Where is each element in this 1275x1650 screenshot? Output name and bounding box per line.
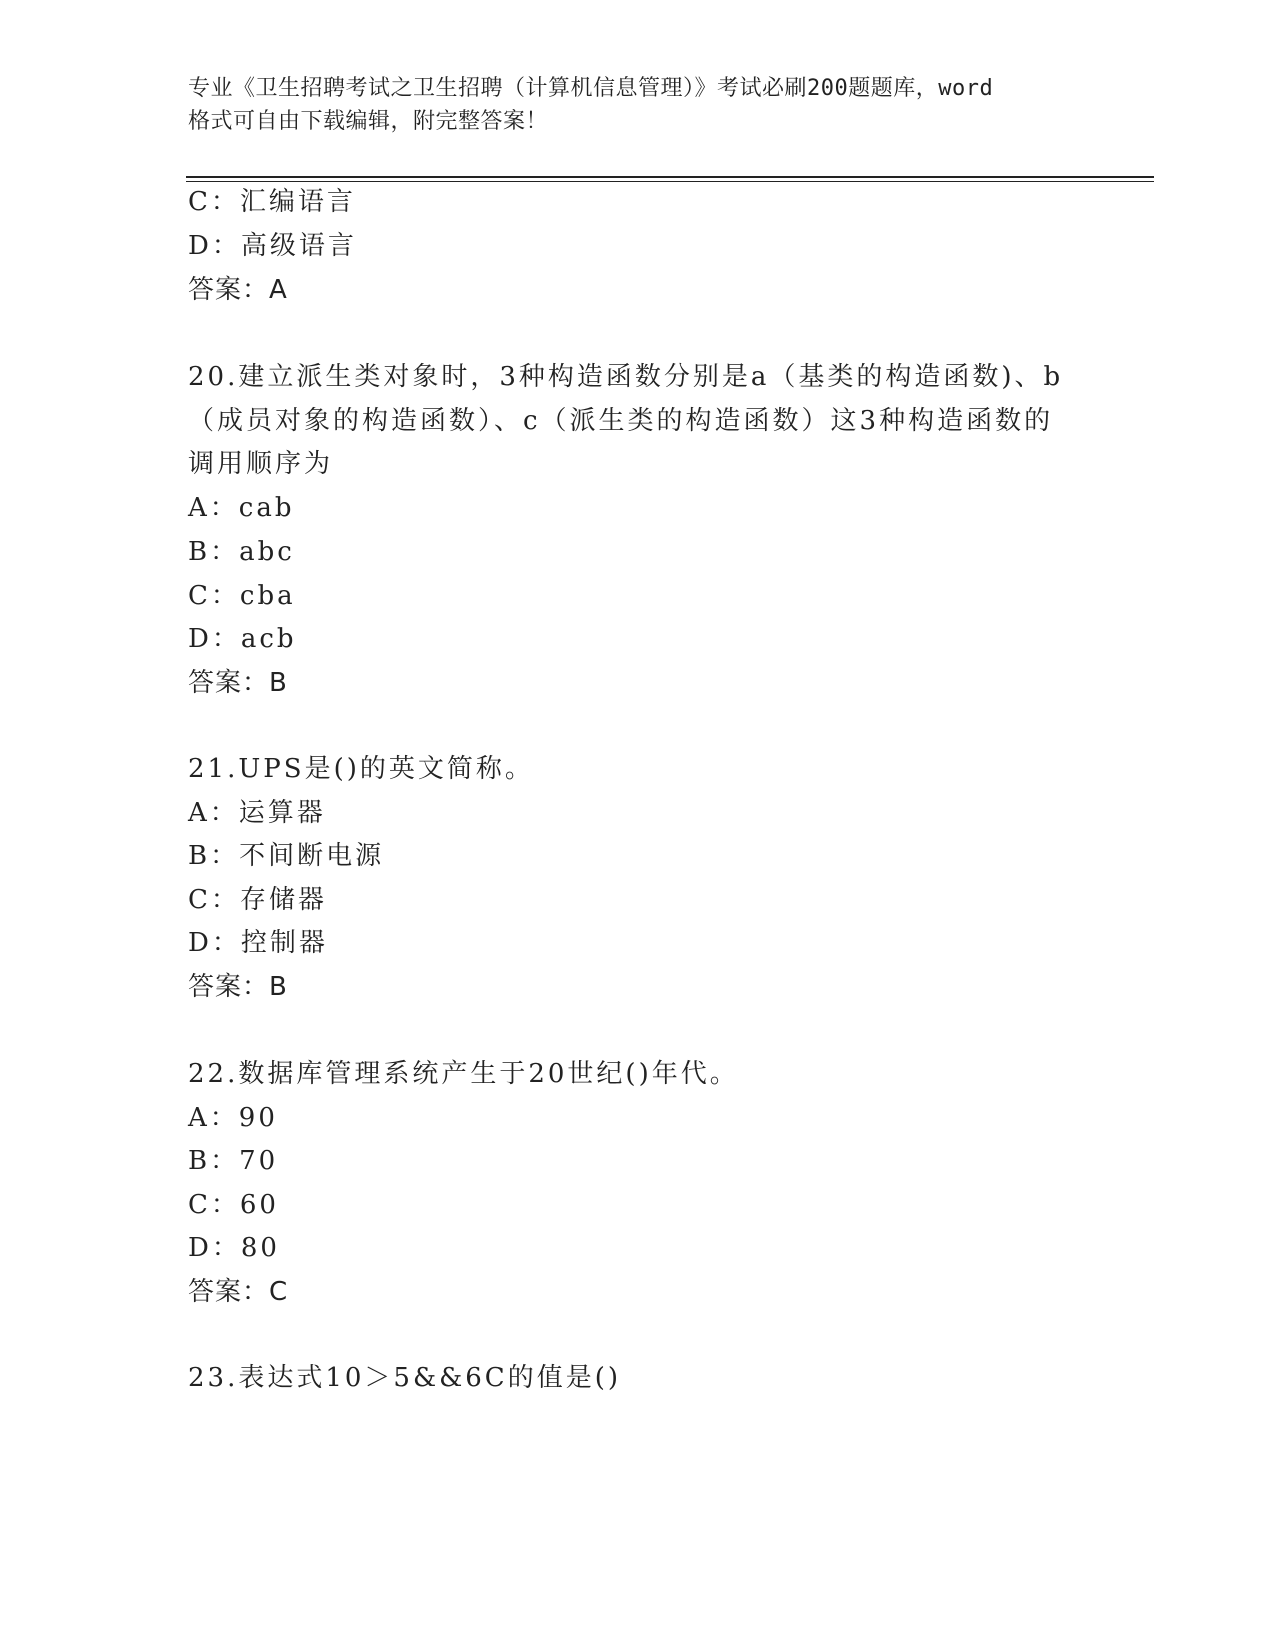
answer-line: 答案：A: [188, 275, 288, 305]
option-line: C：汇编语言: [188, 187, 356, 217]
header-divider: [186, 176, 1154, 182]
question-stem-line: （成员对象的构造函数）、c（派生类的构造函数）这3种构造函数的: [188, 406, 1054, 436]
answer-line: 答案：C: [188, 1277, 289, 1307]
answer-line: 答案：B: [188, 972, 288, 1002]
header-line-1: 专业《卫生招聘考试之卫生招聘（计算机信息管理）》考试必刷200题题库，word: [188, 76, 994, 101]
question-stem-line: 调用顺序为: [188, 449, 334, 479]
option-line: C：cba: [188, 581, 296, 611]
question-stem-line: 22.数据库管理系统产生于20世纪()年代。: [188, 1059, 739, 1089]
option-line: D：acb: [188, 624, 297, 654]
option-line: D：高级语言: [188, 231, 357, 261]
option-line: C：60: [188, 1190, 279, 1220]
header-line-2: 格式可自由下载编辑，附完整答案！: [188, 109, 549, 134]
option-line: A：90: [188, 1103, 278, 1133]
option-line: B：70: [188, 1146, 279, 1176]
option-line: D：80: [188, 1233, 280, 1263]
document-header: [188, 72, 1088, 138]
question-stem-line: 23.表达式10＞5&&6C的值是(): [188, 1363, 621, 1393]
option-line: A：运算器: [188, 798, 326, 828]
question-stem-line: 21.UPS是()的英文简称。: [188, 754, 534, 784]
option-line: D：控制器: [188, 928, 328, 958]
option-line: B：不间断电源: [188, 841, 385, 871]
option-line: B：abc: [188, 537, 295, 567]
option-line: C：存储器: [188, 885, 327, 915]
answer-line: 答案：B: [188, 668, 288, 698]
option-line: A：cab: [188, 493, 295, 523]
question-stem-line: 20.建立派生类对象时，3种构造函数分别是a（基类的构造函数)、b: [188, 362, 1064, 392]
